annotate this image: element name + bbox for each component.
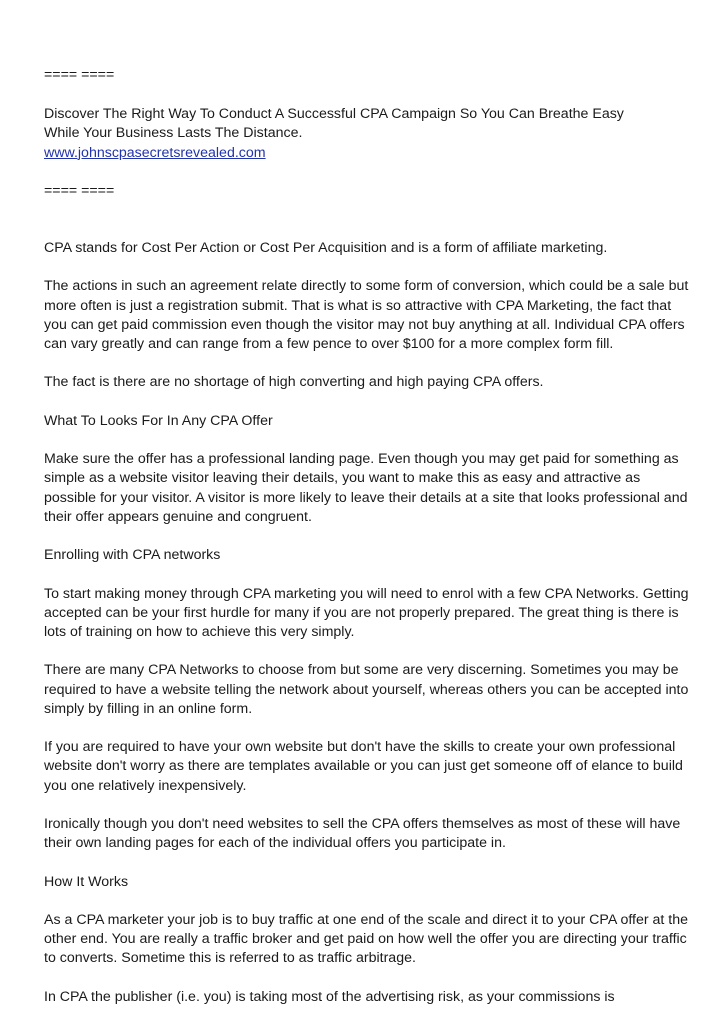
heading-how-it-works: How It Works	[44, 873, 129, 890]
promo-block	[44, 105, 694, 163]
paragraph-intro: CPA stands for Cost Per Action or Cost Per Acquisition and is a form of affiliate marketing.	[44, 240, 608, 257]
paragraph-networks: There are many CPA Networks to choose from but some are very discerning. Sometimes you may be required to have a website telling the network about yourself, whereas others you can be accepted into simply by filling in an online form.	[44, 662, 689, 717]
paragraph-traffic: As a CPA marketer your job is to buy traffic at one end of the scale and direct it to your CPA offer at the other end. You are really a traffic broker and get paid on how well the offer you are directing your traffic to converts. Sometime this is referred to as traffic arbitrage.	[44, 911, 689, 967]
heading-what-to-look-for: What To Looks For In Any CPA Offer	[44, 412, 273, 429]
paragraph-enrol: To start making money through CPA marketing you will need to enrol with a few CPA Networks. Getting accepted can be your first hurdle for many if you are not properly prepared. The great thing is there is lots of training on how to achieve this very simply.	[44, 585, 689, 640]
paragraph-offers: The fact is there are no shortage of high converting and high paying CPA offers.	[44, 374, 544, 391]
website-link[interactable]: www.johnscpasecretsrevealed.com	[44, 144, 266, 161]
paragraph-landing-page: Make sure the offer has a professional landing page. Even though you may get paid for something as simple as a website visitor leaving their details, you want to make this as easy and attractive as possible for your visitor. A visitor is more likely to leave their details at a site that looks professional and their offer appears genuine and congruent.	[44, 451, 688, 525]
promo-line-1: Discover The Right Way To Conduct A Successful CPA Campaign So You Can Breathe Easy	[44, 106, 624, 123]
separator-bottom: ==== ====	[44, 182, 115, 199]
article-body	[44, 239, 694, 1007]
document-page	[44, 66, 694, 1026]
paragraph-publisher: In CPA the publisher (i.e. you) is taking most of the advertising risk, as your commissions is	[44, 988, 615, 1005]
separator-top: ==== ====	[44, 67, 115, 83]
paragraph-website: If you are required to have your own website but don't have the skills to create your own professional website don't worry as there are templates available or you can just get someone off of elance to build you one relatively inexpensively.	[44, 739, 683, 794]
paragraph-actions: The actions in such an agreement relate directly to some form of conversion, which could be a sale but more often is just a registration submit. That is what is so attractive with CPA Marketing, the fact that you can get paid commission even though the visitor may not buy anything at all. Individual CPA offers can vary greatly and can range from a few pence to over $100 for a more complex form fill.	[44, 278, 689, 353]
paragraph-landing-pages: Ironically though you don't need websites to sell the CPA offers themselves as most of these will have their own landing pages for each of the individual offers you participate in.	[44, 815, 681, 852]
promo-line-2: While Your Business Lasts The Distance.	[44, 125, 303, 142]
heading-enrolling: Enrolling with CPA networks	[44, 547, 221, 564]
